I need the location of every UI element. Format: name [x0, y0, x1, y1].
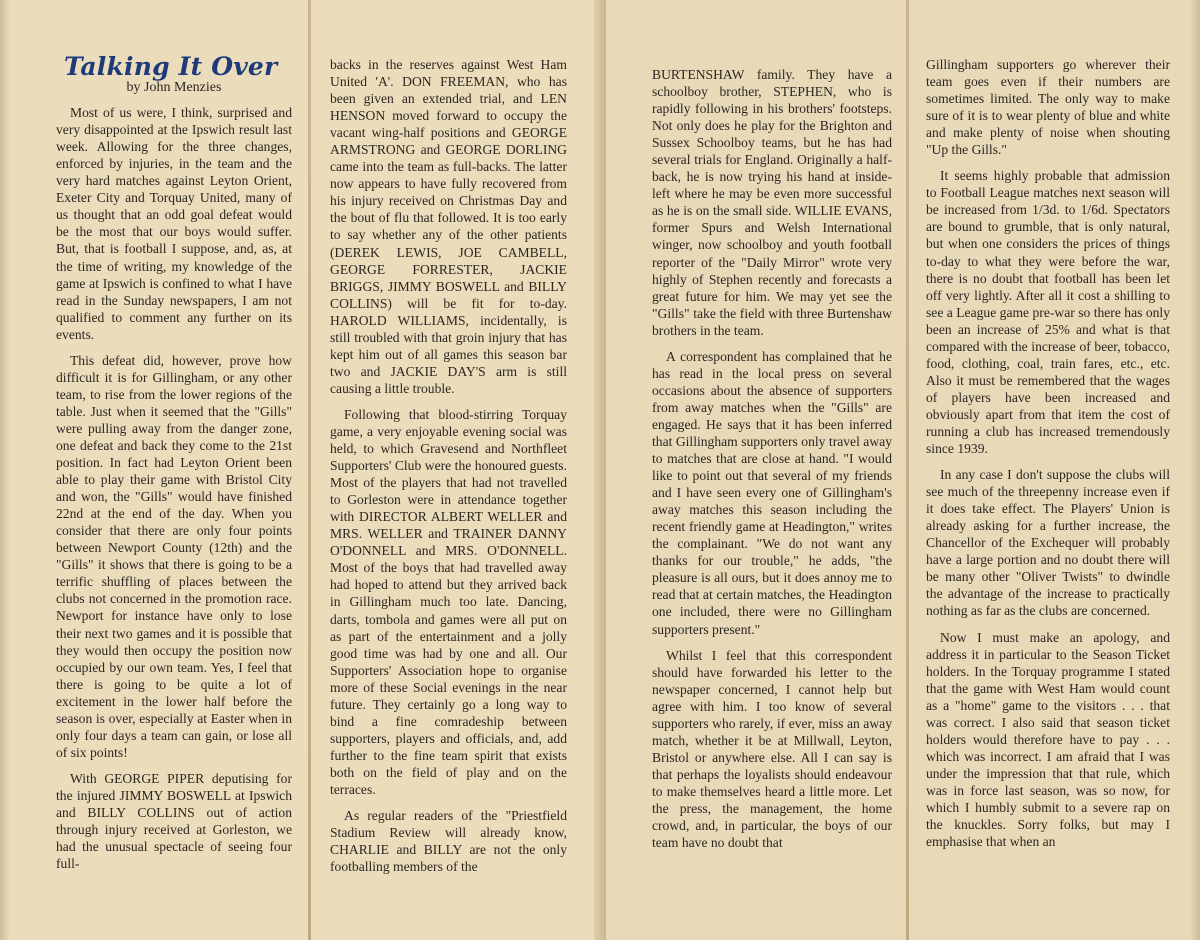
article-title: Talking It Over: [64, 52, 278, 81]
paragraph: This defeat did, however, prove how difficult it is for Gillingham, or any other team, to rise from the lower regions of the table. Just when it seemed that the "Gills" were pulling away from the danger zone, one defeat and back they come to the 21st position. In fact had Leyton Orient been able to play their game with Bristol City and won, the "Gills" would have finished 22nd at the end of the day. When you consider that there are only four points between Newport County (12th) and the "Gills" it shows that there is going to be a terrific shuffling of places between the clubs not concerned in the promotion race. Newport for instance have only to lose their next two games and it is possible that they would then occupy the position now occupied by our own team. Yes, I feel that there is going to be quite a lot of excitement in the lower half before the season is over, especially at Easter when in only four days a team can gain, or lose all of six points!: [56, 352, 292, 760]
right-page: [606, 0, 1200, 940]
article-byline: by John Menzies: [126, 80, 222, 96]
column-4: [926, 0, 1170, 940]
paragraph: backs in the reserves against West Ham United 'A'. DON FREEMAN, who has been given an extended trial, and LEN HENSON moved forward to occupy the vacant wing-half positions and GEORGE ARMSTRONG and GEORGE DORLING came into the team as full-backs. The latter now appears to have fully recovered from his injury received on Christmas Day and the bout of flu that followed. It is too early to say whether any of the other patients (DEREK LEWIS, JOE CAMBELL, GEORGE FORRESTER, JACKIE BRIGGS, JIMMY BOSWELL and BILLY COLLINS) will be fit for to-day. HAROLD WILLIAMS, incidentally, is still troubled with that groin injury that has kept him out of all games this season bar two and JACKIE DAY'S arm is still causing a little trouble.: [330, 57, 567, 396]
paragraph: Gillingham supporters go wherever their team goes even if their numbers are sometimes limited. The only way to make sure of it is to wear plenty of blue and white and make plenty of noise when shouting "Up the Gills.": [926, 57, 1170, 158]
paragraph: Most of us were, I think, surprised and very disappointed at the Ipswich result last week. Allowing for the three changes, enforced by injuries, in the team and the very hard matches against Leyton Orient, Exeter City and Torquay United, many of us thought that an odd goal defeat would be the most that our boys would suffer. But, that is football I suppose, and, as, at the time of writing, my knowledge of the game at Ipswich is confined to what I have read in the Sunday newspapers, I am not qualified to comment any further on its events.: [56, 105, 292, 342]
paragraph: In any case I don't suppose the clubs will see much of the threepenny increase even if it does take effect. The Players' Union is already asking for a further increase, the Chancellor of the Exchequer will probably have a large portion and no doubt there will be many other "Oliver Twists" to dwindle the advantage of the increase to practically nothing as far as the clubs are concerned.: [926, 467, 1170, 619]
paragraph: It seems highly probable that admission to Football League matches next season will be increased from 1/3d. to 1/6d. Spectators are bound to grumble, that is only natural, but when one considers the prices of things to-day to what they were before the war, there is no doubt that football has been let off very lightly. After all it cost a shilling to see a League game pre-war so there has only been an increase of 25% and what is that compared with the increase of beer, tobacco, food, clothing, coal, train fares, etc., etc. Also it must be remembered that the wages of players have been increased and obviously apart from that item the cost of running a club has increased tremendously since 1939.: [926, 168, 1170, 457]
paragraph: As regular readers of the "Priestfield Stadium Review will already know, CHARLIE and BILLY are not the only footballing members of the: [330, 808, 567, 875]
paragraph: A correspondent has complained that he has read in the local press on several occasions about the absence of supporters from away matches when the "Gills" are engaged. He says that it has been inferred that Gillingham supporters only travel away to matches that are close at hand. "I would like to point out that several of my friends and I have seen every one of Gillingham's away matches this season including the recent friendly game at Headington," writes the complainant. "We do not want any thanks for our trouble," he adds, "the pleasure is all ours, but it does annoy me to read that at certain matches, the Headington one included, there were no Gillingham supporters present.": [652, 348, 892, 637]
paragraph: Whilst I feel that this correspondent should have forwarded his letter to the newspaper concerned, I cannot help but agree with him. I too know of several supporters who rarely, if ever, miss an away match, whether it be at Millwall, Leyton, Bristol or anywhere else. All I can say is that perhaps the loyalists should endeavour to make themselves heard a little more. Let the press, the management, the home crowd, and, in particular, the boys of our team have no doubt that: [652, 647, 892, 851]
column-1: [56, 0, 292, 940]
paragraph: BURTENSHAW family. They have a schoolboy brother, STEPHEN, who is rapidly following in his brothers' footsteps. Not only does he play for the Brighton and Sussex Schoolboy teams, but he has had several trials for England. Originally a half-back, he is now trying his hand at inside-left where he may be even more successful as he is on the small side. WILLIE EVANS, former Spurs and Welsh International winger, now schoolboy and youth football reporter of the "Daily Mirror" wrote very highly of Stephen recently and forecasts a great future for him. We may yet see the "Gills" take the field with three Burtenshaw brothers in the team.: [652, 67, 892, 338]
column-3: [652, 0, 892, 940]
column-divider: [308, 0, 311, 940]
paragraph: Now I must make an apology, and address it in particular to the Season Ticket holders. In the Torquay programme I stated that the game with West Ham would count as a "home" game to the visitors . . . that was correct. I also said that season ticket holders would therefore have to pay . . . which was incorrect. I am afraid that I was under the impression that that rule, which was in force last season, was so now, for which I humbly submit to a severe rap on the knuckles. Sorry folks, but may I emphasise that when an: [926, 629, 1170, 850]
column-divider: [906, 0, 909, 940]
column-2: [330, 0, 567, 940]
paragraph: Following that blood-stirring Torquay game, a very enjoyable evening social was held, to which Gravesend and Northfleet Supporters' Club were the honoured guests. Most of the players that had not travelled to Gorleston were in attendance together with DIRECTOR ALBERT WELLER and MRS. WELLER and TRAINER DANNY O'DONNELL and MRS. O'DONNELL. Most of the boys that had travelled away had hoped to attend but they arrived back in Gillingham much too late. Dancing, darts, tombola and games were all put on as part of the entertainment and a jolly good time was had by one and all. Our Supporters' Association hope to organise more of these Social evenings in the near future. They certainly go a long way to bind a fine comradeship between supporters, players and officials, and, add further to the fine team spirit that exists both on the field of play and on the terraces.: [330, 406, 567, 797]
paragraph: With GEORGE PIPER deputising for the injured JIMMY BOSWELL at Ipswich and BILLY COLLINS out of action through injury received at Gorleston, we had the unusual spectacle of seeing four full-: [56, 770, 292, 872]
